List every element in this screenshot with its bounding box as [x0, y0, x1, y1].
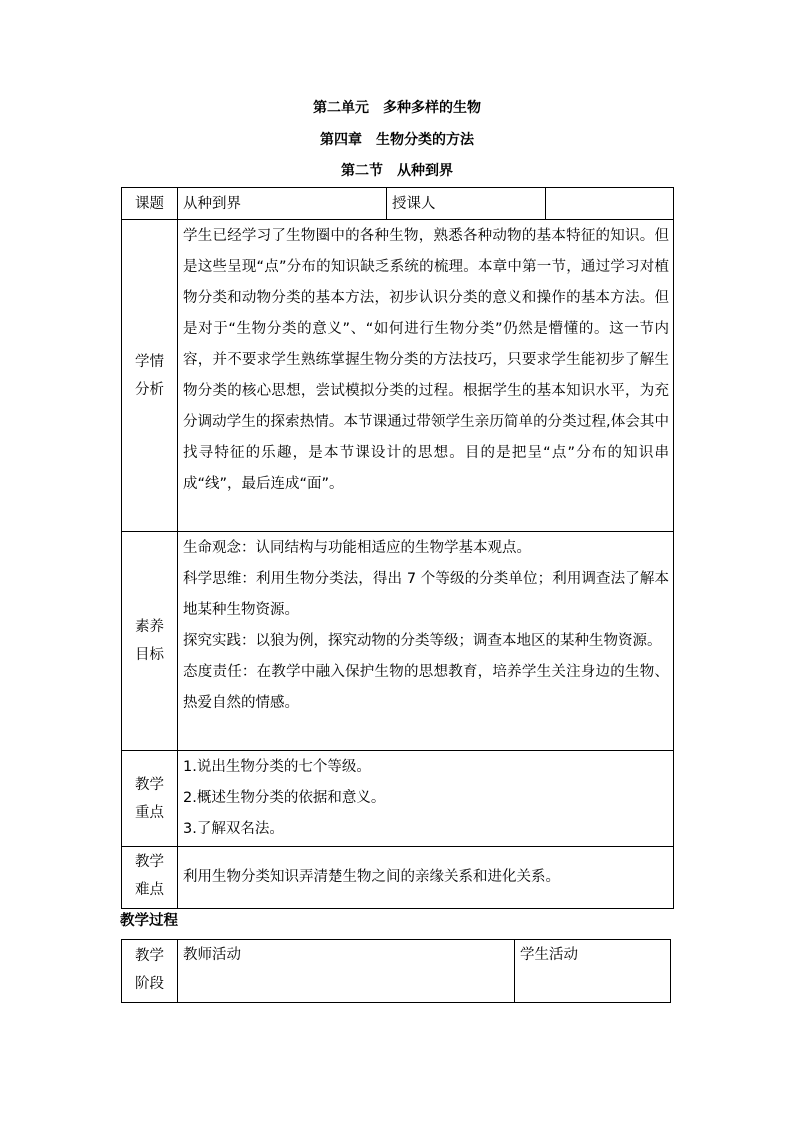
unit-title: 第二单元 多种多样的生物 [313, 100, 481, 116]
section-title: 第二节 从种到界 [341, 163, 453, 179]
student-activity-header: 学生活动 [515, 940, 671, 1003]
difficulty-label-text: 教学难点 [135, 854, 164, 898]
stage-label [122, 940, 178, 1003]
key-points-row [122, 751, 674, 847]
process-title: 教学过程 [120, 913, 178, 929]
difficulty-label [122, 847, 178, 909]
goals-row [122, 532, 674, 751]
key-points-list [178, 751, 674, 847]
goal-item: 生命观念：认同结构与功能相适应的生物学基本观点。 [183, 540, 531, 556]
process-table [121, 939, 671, 1003]
key-label-text: 教学重点 [135, 776, 164, 821]
teacher-value [546, 188, 674, 220]
goal-item: 态度责任：在教学中融入保护生物的思想教育，培养学生关注身边的生物、热爱自然的情感。 [183, 664, 669, 711]
process-header-row [122, 940, 671, 1003]
lesson-info-table [121, 187, 674, 909]
topic-value: 从种到界 [178, 188, 387, 220]
goals-list [178, 532, 674, 751]
difficulty-row [122, 847, 674, 909]
analysis-text: 学生已经学习了生物圈中的各种生物，熟悉各种动物的基本特征的知识。但是这些呈现“点”分布的知识缺乏系统的梳理。本章中第一节，通过学习对植物分类和动物分类的基本方法，初步认识分类的意义和操作的基本方法。但是对于“生物分类的意义”、“如何进行生物分类”仍然是懵懂的。这一节内容，并不要求学生熟练掌握生物分类的方法技巧，只要求学生能初步了解生物分类的核心思想，尝试模拟分类的过程。根据学生的基本知识水平，为充分调动学生的探索热情。本节课通过带领学生亲历简单的分类过程,体会其中找寻特征的乐趣，是本节课设计的思想。目的是把呈“点”分布的知识串成“线”，最后连成“面”。 [178, 220, 674, 532]
analysis-label-text: 学情分析 [135, 353, 164, 398]
difficulty-text: 利用生物分类知识弄清楚生物之间的亲缘关系和进化关系。 [178, 847, 674, 909]
key-point-item: 2.概述生物分类的依据和意义。 [183, 790, 386, 806]
teacher-activity-header: 教师活动 [178, 940, 515, 1003]
topic-row [122, 188, 674, 220]
goal-item: 探究实践：以狼为例，探究动物的分类等级；调查本地区的某种生物资源。 [183, 633, 662, 649]
goal-item: 科学思维：利用生物分类法，得出 7 个等级的分类单位；利用调查法了解本地某种生物资源。 [183, 571, 669, 618]
chapter-title: 第四章 生物分类的方法 [320, 132, 474, 148]
analysis-label [122, 220, 178, 532]
goals-label-text: 素养目标 [135, 619, 164, 663]
analysis-row [122, 220, 674, 532]
teacher-label: 授课人 [387, 188, 546, 220]
goals-label [122, 532, 178, 751]
stage-label-text: 教学阶段 [135, 948, 164, 992]
key-point-item: 1.说出生物分类的七个等级。 [183, 759, 371, 775]
topic-label: 课题 [122, 188, 178, 220]
key-label [122, 751, 178, 847]
key-point-item: 3.了解双名法。 [183, 821, 284, 837]
